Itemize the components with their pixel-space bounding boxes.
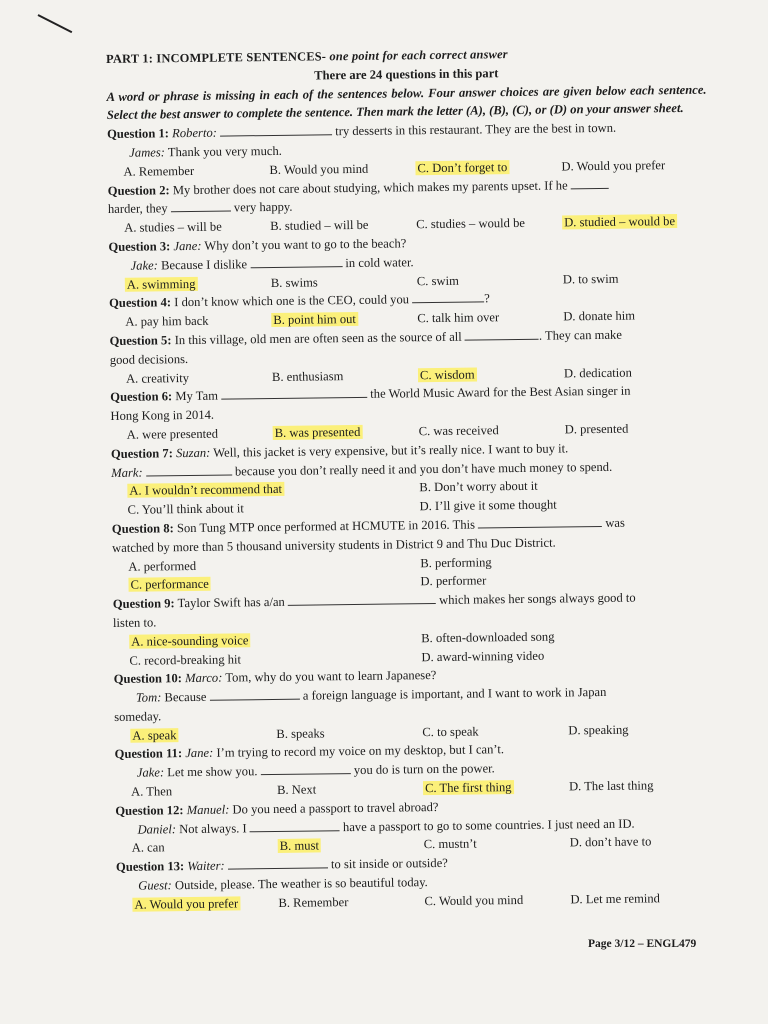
option-c: C. swim [416,273,459,288]
option-c: C. Would you mind [424,892,524,909]
option-b-highlighted: B. was presented [274,424,361,440]
pen-mark [38,14,73,33]
page-footer: Page 3/12 – ENGL479 [588,938,697,950]
option-d: D. Would you prefer [561,157,666,174]
part-title: PART 1: INCOMPLETE SENTENCES- one point for each correct answer [106,47,508,66]
question-8: Question 8: Son Tung MTP once performed at HCMUTE in 2016. This was [111,515,625,536]
answer-blank [412,290,484,304]
option-a: A. Remember [123,163,195,179]
option-b: B. often-downloaded song [421,629,555,645]
question-5: Question 5: In this village, old men are often seen as the source of all . They can make [109,327,622,348]
option-a: A. pay him back [125,313,209,329]
instructions: A word or phrase is missing in each of the sentences below. Four answer choices are given below each sentence. Select the best answer to complete the sentence. Then mark the letter (A), (B), (C), or (D) on your answer sheet. [106,82,707,123]
option-b: B. Remember [278,894,349,910]
question-11: Question 11: Jane: I’m trying to record my voice on my desktop, but I can’t. [114,742,505,762]
question-9: Question 9: Taylor Swift has a/an which makes her songs always good to [112,590,636,612]
answer-blank [250,818,340,832]
option-d: D. award-winning video [421,648,545,664]
answer-blank [146,462,232,476]
option-b-highlighted: B. must [279,838,320,854]
answer-blank [250,254,342,268]
option-c: C. You’ll think about it [127,501,244,517]
answer-blank [478,514,602,529]
answer-blank [261,761,351,775]
question-count: There are 24 questions in this part [314,66,499,83]
option-d: D. dedication [563,365,632,380]
option-d: D. to swim [562,271,619,286]
option-b: B. swims [270,274,318,290]
option-d: D. don’t have to [569,834,652,850]
question-3: Question 3: Jane: Why don’t you want to go to the beach? [108,236,407,254]
option-b: B. Next [276,782,317,798]
option-a: A. performed [128,558,197,574]
option-a: A. creativity [125,370,190,386]
option-d: D. The last thing [568,778,654,794]
answer-blank [210,687,300,701]
answer-blank [228,856,328,870]
option-d: D. speaking [568,722,629,738]
option-a-highlighted: A. Would you prefer [134,896,239,912]
question-12: Question 12: Manuel: Do you need a passport to travel abroad? [115,799,439,818]
option-a: A. were presented [126,426,219,442]
option-c-highlighted: C. The first thing [424,780,512,796]
option-c: C. mustn’t [423,836,477,852]
option-c: C. talk him over [417,310,500,326]
question-6: Question 6: My Tam the World Music Award for the Best Asian singer in [110,383,631,405]
option-a-highlighted: A. speak [132,727,177,743]
option-b: B. Would you mind [269,161,369,177]
question-10: Question 10: Marco: Tom, why do you want to learn Japanese? [113,668,437,687]
answer-blank [220,122,332,136]
question-13: Question 13: Waiter: to sit inside or outside? [115,856,448,875]
option-b-highlighted: B. point him out [273,312,356,328]
question-4: Question 4: I don’t know which one is the CEO, could you ? [109,291,490,311]
option-d: D. I’ll give it some thought [419,497,557,514]
option-c: C. was received [418,423,499,439]
option-b: B. speaks [276,726,325,741]
option-b: B. enthusiasm [271,368,344,384]
worksheet-content: PART 1: INCOMPLETE SENTENCES- one point for each correct answer There are 24 questions in this part A word or phrase is missing in each of the sentences below. Four answer choices are given below each sentence. Select the best answer to complete the sentence. Then mark the letter (A), (B), (C), or (D) on your answer sheet. Question 1: Roberto: try desserts in this restaurant. They are the best in town. James: Thank you very much. A. Remember B. Would you mind C. Don’t forget to D. Would you prefer Question 2: My brother does not care about studying, which makes my parents upset. If he harder, they very happy. A. studies – will be B. studied – will be C. studies – would be D. studied – would be Question 3: Jane: Why don’t you want to go to the beach? Jake: Because I dislike in cold water. A. swimming B. swims C. swim D. to swim Question 4: I don’t know which one is the CEO, could you ? A. pay him back B. point him out C. talk him over D. donate him Question 5: In this village, old men are often seen as the source of all . They can make good decisions. A. creativity B. enthusiasm C. wisdom D. dedication Question 6: My Tam the World Music Award for the Best Asian singer in Hong Kong in 2014. A. were presented B. was presented C. was received D. presented Question 7: Suzan: Well, this jacket is very expensive, but it’s really nice. I want to buy it. Mark: because you don’t really need it and you don’t have much money to spend. A. I wouldn’t recommend that B. Don’t worry about it C. You’ll think about it D. I’ll give it some thought Question 8: Son Tung MTP once performed at HCMUTE in 2016. This was watched by more than 5 thousand university students in District 9 and Thu Duc District. A. performed B. performing C. performance D. performer Question 9: Taylor Swift has a/an which makes her songs always good to listen to. A. nice-sounding voice B. often-downloaded song C. record-breaking hit D. award-winning video Question 10: Marco: Tom, why do you want to learn Japanese? Tom: Because a foreign language is important, and I want to work in Japan someday. A. speak B. speaks C. to speak D. speaking Question 11: Jane: I’m trying to record my voice on my desktop, but I can’t. Jake: Let me show you. you do is turn on the power. A. Then B. Next C. The first thing D. The last thing Question 12: Manuel: Do you need a passport to travel abroad? Daniel: Not always. I have a passport to go to some countries. I just need an ID. A. can B. must C. mustn’t D. don’t have to Question 13: Waiter: to sit inside or outside? Guest: Outside, please. The weather is so beautiful today. A. Would you prefer B. Remember C. Would you mind D. Let me remind [106,43,717,915]
option-a-highlighted: A. nice-sounding voice [131,633,249,649]
option-a: A. studies – will be [124,219,222,235]
option-c: C. record-breaking hit [129,651,242,668]
answer-blank [171,199,231,213]
option-d-highlighted: D. studied – would be [564,214,676,230]
option-b: B. Don’t worry about it [419,479,538,495]
option-c: C. studies – would be [416,216,526,232]
option-a-highlighted: A. swimming [126,276,196,292]
question-1: Question 1: Roberto: try desserts in this restaurant. They are the best in town. [106,120,617,142]
option-c-highlighted: C. Don’t forget to [417,159,508,175]
answer-blank [221,385,367,400]
answer-blank [288,591,436,606]
option-b: B. studied – will be [270,217,369,234]
option-a: A. Then [130,784,173,799]
option-c: C. to speak [422,724,479,739]
answer-blank [571,175,609,188]
question-7: Question 7: Suzan: Well, this jacket is very expensive, but it’s really nice. I want to buy it. [110,441,569,461]
option-a-highlighted: A. I wouldn’t recommend that [129,482,283,499]
option-d: D. Let me remind [570,891,661,907]
option-d: D. presented [564,421,629,437]
option-d: D. donate him [563,308,636,324]
question-2: Question 2: My brother does not care about studying, which makes my parents upset. If he [108,174,708,200]
option-c-highlighted: C. performance [130,577,209,593]
option-c-highlighted: C. wisdom [419,367,475,382]
option-d: D. performer [420,573,487,589]
answer-blank [465,327,539,341]
option-b: B. performing [420,554,492,570]
option-a: A. can [131,840,165,856]
